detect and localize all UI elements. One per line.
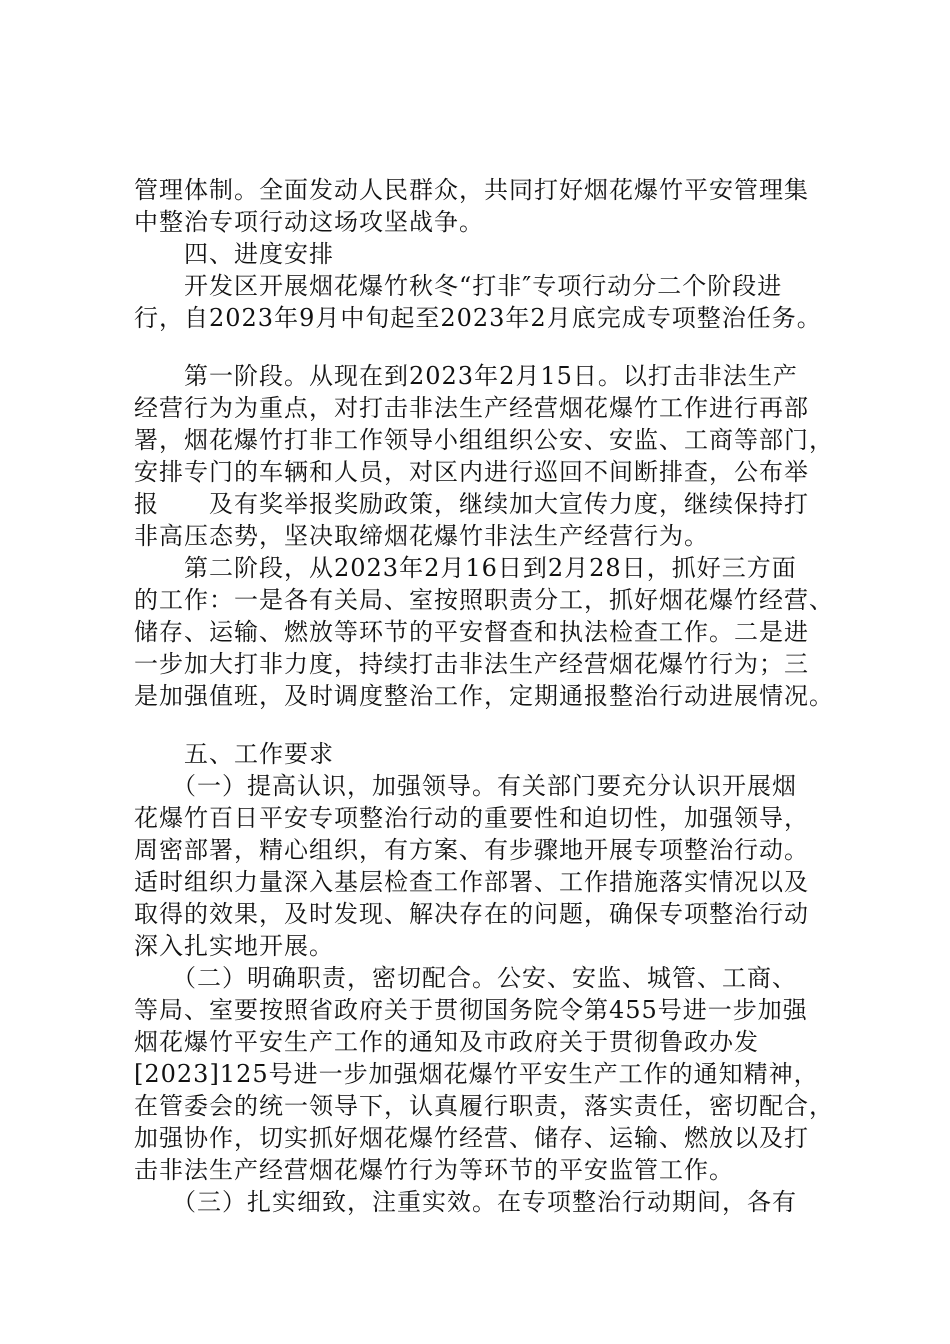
text-line: 击非法生产经营烟花爆竹行为等环节的平安监管工作。 bbox=[134, 1156, 734, 1184]
text-line: 烟花爆竹平安生产工作的通知及市政府关于贯彻鲁政办发 bbox=[134, 1028, 759, 1056]
text-line: 等局、室要按照省政府关于贯彻国务院令第455号进一步加强 bbox=[134, 996, 808, 1024]
section-heading: 四、进度安排 bbox=[134, 240, 334, 268]
text-line: 一步加大打非力度，持续打击非法生产经营烟花爆竹行为；三 bbox=[134, 650, 809, 678]
text-line: 加强协作，切实抓好烟花爆竹经营、储存、运输、燃放以及打 bbox=[134, 1124, 809, 1152]
text-line: 周密部署，精心组织，有方案、有步骤地开展专项整治行动。 bbox=[134, 836, 809, 864]
text-line: （三）扎实细致，注重实效。在专项整治行动期间，各有 bbox=[134, 1188, 797, 1216]
text-line: 安排专门的车辆和人员，对区内进行巡回不间断排查，公布举 bbox=[134, 458, 809, 486]
text-line: 开发区开展烟花爆竹秋冬“打非″专项行动分二个阶段进 bbox=[134, 272, 783, 300]
text-line: （二）明确职责，密切配合。公安、安监、城管、工商、 bbox=[134, 964, 797, 992]
text-line: 中整治专项行动这场攻坚战争。 bbox=[134, 208, 484, 236]
text-line: 的工作：一是各有关局、室按照职责分工，抓好烟花爆竹经营、 bbox=[134, 586, 834, 614]
section-heading: 五、工作要求 bbox=[134, 740, 334, 768]
text-line: 行，自2023年9月中旬起至2023年2月底完成专项整治任务。 bbox=[134, 304, 822, 332]
text-line: 管理体制。全面发动人民群众，共同打好烟花爆竹平安管理集 bbox=[134, 176, 809, 204]
text-line: 是加强值班，及时调度整治工作，定期通报整治行动进展情况。 bbox=[134, 682, 834, 710]
text-line: 适时组织力量深入基层检查工作部署、工作措施落实情况以及 bbox=[134, 868, 809, 896]
text-line: 深入扎实地开展。 bbox=[134, 932, 334, 960]
text-line: [2023]125号进一步加强烟花爆竹平安生产工作的通知精神， bbox=[134, 1060, 819, 1088]
text-line: 取得的效果，及时发现、解决存在的问题，确保专项整治行动 bbox=[134, 900, 809, 928]
text-line: 储存、运输、燃放等环节的平安督查和执法检查工作。二是进 bbox=[134, 618, 809, 646]
text-line: 报 及有奖举报奖励政策，继续加大宣传力度，继续保持打 bbox=[134, 490, 809, 518]
text-line: 第一阶段。从现在到2023年2月15日。以打击非法生产 bbox=[134, 362, 798, 390]
text-line: （一）提高认识，加强领导。有关部门要充分认识开展烟 bbox=[134, 772, 797, 800]
text-line: 在管委会的统一领导下，认真履行职责，落实责任，密切配合， bbox=[134, 1092, 834, 1120]
text-line: 经营行为为重点，对打击非法生产经营烟花爆竹工作进行再部 bbox=[134, 394, 809, 422]
text-line: 第二阶段，从2023年2月16日到2月28日，抓好三方面 bbox=[134, 554, 797, 582]
text-line: 花爆竹百日平安专项整治行动的重要性和迫切性，加强领导， bbox=[134, 804, 809, 832]
text-line: 非高压态势，坚决取缔烟花爆竹非法生产经营行为。 bbox=[134, 522, 709, 550]
text-line: 署，烟花爆竹打非工作领导小组组织公安、安监、工商等部门， bbox=[134, 426, 834, 454]
